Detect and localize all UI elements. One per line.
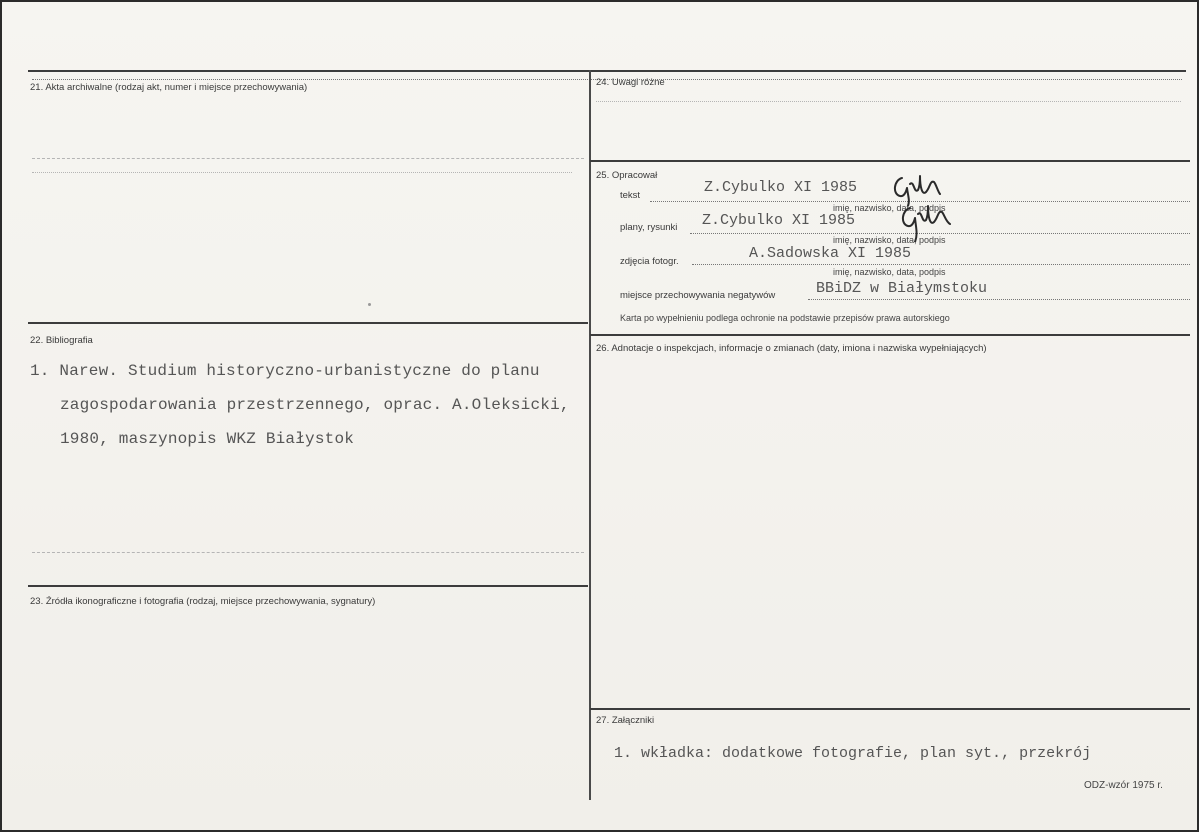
section-24-label: 24. Uwagi różne bbox=[596, 77, 665, 88]
section-23-label: 23. Źródła ikonograficzne i fotografia (rodzaj, miejsce przechowywania, sygnatury) bbox=[30, 596, 376, 607]
tekst-label: tekst bbox=[620, 190, 641, 201]
plany-value: Z.Cybulko XI 1985 bbox=[702, 212, 856, 229]
plany-label: plany, rysunki bbox=[620, 222, 678, 233]
section-25-rule bbox=[590, 160, 1190, 162]
section-27-rule bbox=[590, 708, 1190, 710]
miejsce-label: miejsce przechowywania negatywów bbox=[620, 290, 776, 301]
zdjecia-caption: imię, nazwisko, data, podpis bbox=[833, 267, 946, 277]
signature-1 bbox=[890, 170, 950, 206]
zdjecia-value: A.Sadowska XI 1985 bbox=[749, 245, 912, 262]
speck bbox=[368, 303, 371, 306]
section-26-rule bbox=[590, 334, 1190, 336]
section-24-ghost-line bbox=[596, 101, 1181, 102]
zdjecia-label: zdjęcia fotogr. bbox=[620, 256, 679, 267]
center-divider bbox=[589, 70, 591, 800]
tekst-caption: imię, nazwisko, data, podpis bbox=[833, 203, 946, 213]
form-footer: ODZ-wzór 1975 r. bbox=[1084, 780, 1163, 791]
section-27-label: 27. Załączniki bbox=[596, 715, 655, 726]
section-21-ghost-line bbox=[32, 158, 584, 159]
copyright-note: Karta po wypełnieniu podlega ochronie na podstawie przepisów prawa autorskiego bbox=[620, 313, 950, 323]
plany-caption: imię, nazwisko, data, podpis bbox=[833, 235, 946, 245]
attachments-value: 1. wkładka: dodatkowe fotografie, plan syt., przekrój bbox=[614, 745, 1092, 762]
section-25-label: 25. Opracował bbox=[596, 170, 658, 181]
section-22-label: 22. Bibliografia bbox=[30, 335, 93, 346]
section-21-label: 21. Akta archiwalne (rodzaj akt, numer i miejsce przechowywania) bbox=[30, 82, 308, 93]
section-26-label: 26. Adnotacje o inspekcjach, informacje o zmianach (daty, imiona i nazwiska wypełniających) bbox=[596, 343, 987, 354]
section-22-ghost-line bbox=[32, 552, 584, 553]
miejsce-dotted-line bbox=[808, 299, 1190, 300]
section-23-rule bbox=[28, 585, 588, 587]
bibliography-line-2: zagospodarowania przestrzennego, oprac. A.Oleksicki, bbox=[60, 396, 570, 414]
tekst-value: Z.Cybulko XI 1985 bbox=[704, 179, 858, 196]
bibliography-line-1: 1. Narew. Studium historyczno-urbanistyczne do planu bbox=[30, 362, 540, 380]
bibliography-line-3: 1980, maszynopis WKZ Białystok bbox=[60, 430, 355, 448]
miejsce-value: BBiDZ w Białymstoku bbox=[816, 280, 988, 297]
section-21-ghost-line-2 bbox=[32, 172, 572, 173]
section-22-rule bbox=[28, 322, 588, 324]
top-rule bbox=[28, 70, 1186, 72]
signature-2 bbox=[898, 202, 958, 242]
zdjecia-dotted-line bbox=[692, 264, 1190, 265]
